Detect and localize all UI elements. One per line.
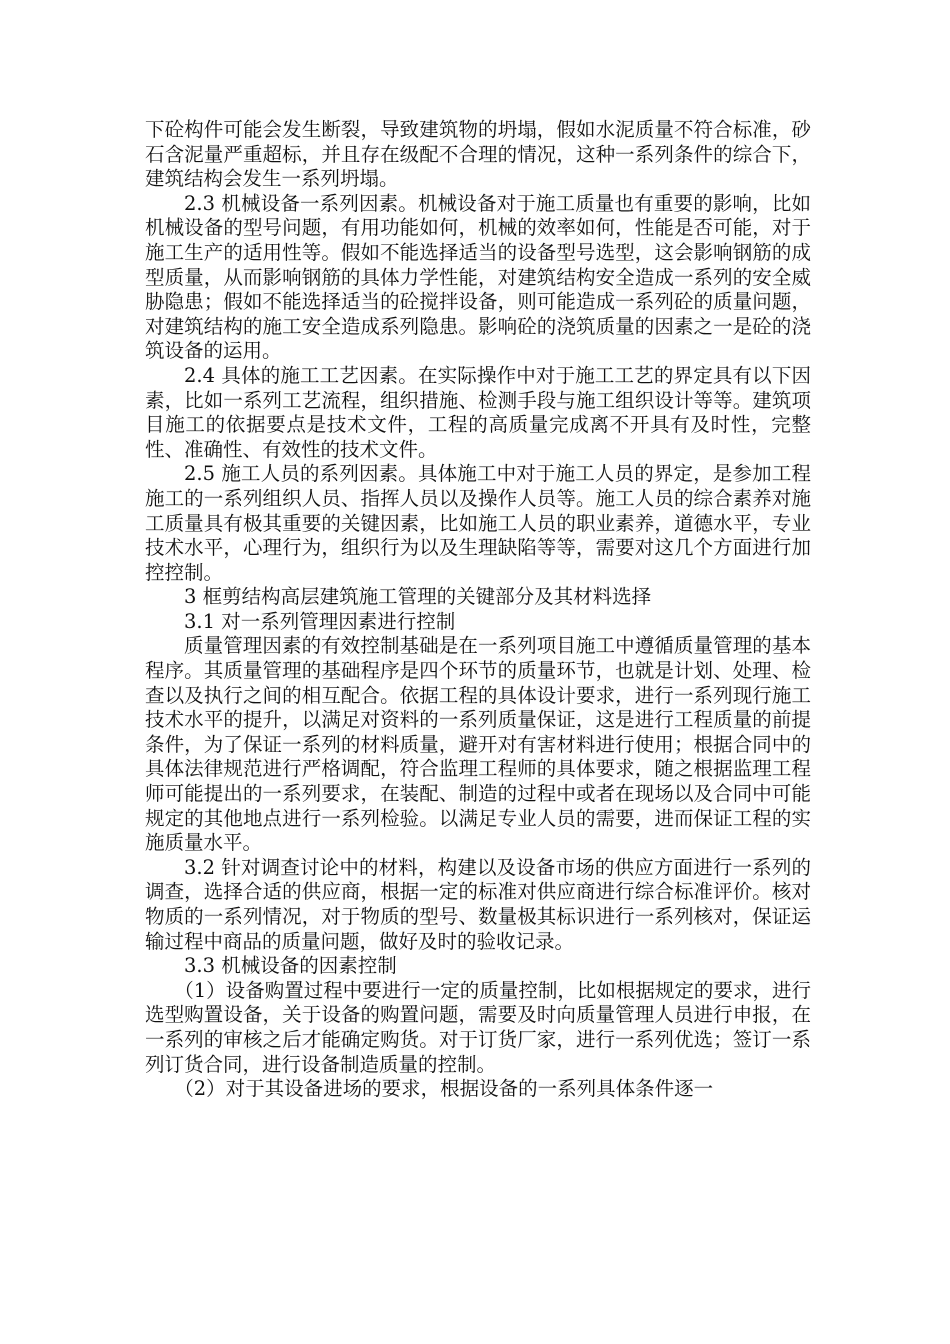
document-body [145, 118, 811, 1102]
paragraph-2-5-personnel: 2.5 施工人员的系列因素。具体施工中对于施工人员的界定，是参加工程施工的一系列组织人员、指挥人员以及操作人员等。施工人员的综合素养对施工质量具有极其重要的关键因素，比如施工人员的职业素养，道德水平，专业技术水平，心理行为，组织行为以及生理缺陷等等，需要对这几个方面进行加控控制。 [145, 462, 811, 584]
paragraph-quality-management: 质量管理因素的有效控制基础是在一系列项目施工中遵循质量管理的基本程序。其质量管理的基础程序是四个环节的质量环节，也就是计划、处理、检查以及执行之间的相互配合。依据工程的具体设计要求，进行一系列现行施工技术水平的提升，以满足对资料的一系列质量保证，这是进行工程质量的前提条件，为了保证一系列的材料质量，避开对有害材料进行使用；根据合同中的具体法律规范进行严格调配，符合监理工程师的具体要求，随之根据监理工程师可能提出的一系列要求，在装配、制造的过程中或者在现场以及合同中可能规定的其他地点进行一系列检验。以满足专业人员的需要，进而保证工程的实施质量水平。 [145, 634, 811, 855]
paragraph-equipment-entry: （2）对于其设备进场的要求，根据设备的一系列具体条件逐一 [174, 1077, 714, 1101]
subsection-heading-3-1: 3.1 对一系列管理因素进行控制 [184, 609, 456, 633]
section-heading-3: 3 框剪结构高层建筑施工管理的关键部分及其材料选择 [184, 585, 652, 609]
paragraph-2-3-machinery: 2.3 机械设备一系列因素。机械设备对于施工质量也有重要的影响，比如机械设备的型号问题，有用功能如何，机械的效率如何，性能是否可能，对于施工生产的适用性等。假如不能选择适当的设备型号选型，这会影响钢筋的成型质量，从而影响钢筋的具体力学性能，对建筑结构安全造成一系列的安全威胁隐患；假如不能选择适当的砼搅拌设备，则可能造成一系列砼的质量问题，对建筑结构的施工安全造成系列隐患。影响砼的浇筑质量的因素之一是砼的浇筑设备的运用。 [145, 191, 811, 363]
paragraph-2-4-process: 2.4 具体的施工工艺因素。在实际操作中对于施工工艺的界定具有以下因素，比如一系列工艺流程，组织措施、检测手段与施工组织设计等等。建筑项目施工的依据要点是技术文件，工程的高质量完成离不开具有及时性，完整性、准确性、有效性的技术文件。 [145, 363, 811, 461]
paragraph-3-2-materials: 3.2 针对调查讨论中的材料，构建以及设备市场的供应方面进行一系列的调查，选择合适的供应商，根据一定的标准对供应商进行综合标准评价。核对物质的一系列情况，对于物质的型号、数量极其标识进行一系列核对，保证运输过程中商品的质量问题，做好及时的验收记录。 [145, 855, 811, 953]
paragraph-equipment-purchase: （1）设备购置过程中要进行一定的质量控制，比如根据规定的要求，进行选型购置设备，关于设备的购置问题，需要及时向质量管理人员进行申报，在一系列的审核之后才能确定购货。对于订货厂家，进行一系列优选；签订一系列订货合同，进行设备制造质量的控制。 [145, 978, 811, 1076]
subsection-heading-3-3: 3.3 机械设备的因素控制 [184, 954, 397, 978]
paragraph-structure-collapse: 下砼构件可能会发生断裂，导致建筑物的坍塌，假如水泥质量不符合标准，砂石含泥量严重超标，并且存在级配不合理的情况，这种一系列条件的综合下，建筑结构会发生一系列坍塌。 [145, 118, 811, 191]
